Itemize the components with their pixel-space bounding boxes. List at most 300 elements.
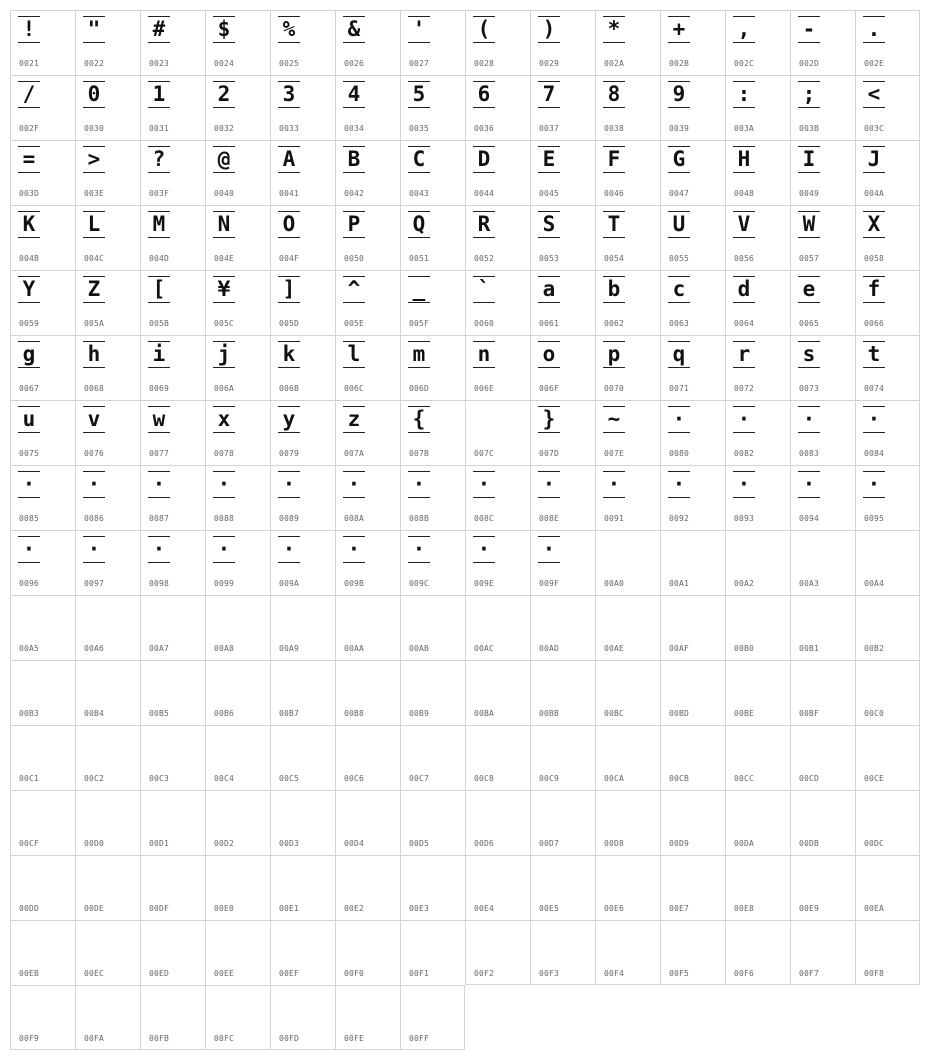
glyph-cell [530, 400, 595, 465]
glyph-cell [530, 270, 595, 335]
baseline-guide-line [603, 107, 625, 108]
baseline-guide-line [408, 367, 430, 368]
glyph-cell [790, 725, 855, 790]
glyph-sample: · [22, 472, 36, 496]
unicode-code-label: 002D [799, 59, 820, 68]
glyph-cell [725, 855, 790, 920]
unicode-code-label: 00D4 [344, 839, 365, 848]
baseline-guide-line [213, 562, 235, 563]
glyph-sample: · [542, 472, 556, 496]
glyph-sample: L [87, 212, 101, 236]
glyph-sample: · [217, 537, 231, 561]
glyph-cell [270, 335, 335, 400]
unicode-code-label: 00A4 [864, 579, 885, 588]
baseline-guide-line [863, 302, 885, 303]
glyph-sample: · [347, 472, 361, 496]
unicode-code-label: 00CA [604, 774, 625, 783]
glyph-cell [75, 985, 140, 1050]
glyph-cell [790, 855, 855, 920]
glyph-sample: / [22, 82, 36, 106]
unicode-code-label: 0064 [734, 319, 755, 328]
unicode-code-label: 007E [604, 449, 625, 458]
baseline-guide-line [408, 432, 430, 433]
baseline-guide-line [733, 432, 755, 433]
baseline-guide-line [863, 497, 885, 498]
glyph-cell [855, 530, 920, 595]
glyph-sample: C [412, 147, 426, 171]
glyph-cell [790, 75, 855, 140]
glyph-cell [595, 270, 660, 335]
baseline-guide-line [408, 497, 430, 498]
baseline-guide-line [18, 562, 40, 563]
glyph-cell [205, 790, 270, 855]
unicode-code-label: 00D3 [279, 839, 300, 848]
glyph-cell [400, 335, 465, 400]
unicode-code-label: 0031 [149, 124, 170, 133]
glyph-sample: · [672, 407, 686, 431]
unicode-code-label: 00F8 [864, 969, 885, 978]
unicode-code-label: 00EF [279, 969, 300, 978]
unicode-code-label: 00AF [669, 644, 690, 653]
glyph-cell [270, 985, 335, 1050]
unicode-code-label: 00E8 [734, 904, 755, 913]
glyph-cell [660, 75, 725, 140]
glyph-cell [855, 790, 920, 855]
unicode-code-label: 00AD [539, 644, 560, 653]
glyph-cell [530, 465, 595, 530]
unicode-code-label: 0044 [474, 189, 495, 198]
glyph-sample: D [477, 147, 491, 171]
unicode-code-label: 0066 [864, 319, 885, 328]
glyph-cell [530, 530, 595, 595]
glyph-cell [660, 335, 725, 400]
glyph-sample: < [867, 82, 881, 106]
glyph-sample: R [477, 212, 491, 236]
baseline-guide-line [798, 302, 820, 303]
glyph-sample: · [477, 537, 491, 561]
baseline-guide-line [408, 237, 430, 238]
unicode-code-label: 0070 [604, 384, 625, 393]
glyph-cell [75, 335, 140, 400]
unicode-code-label: 00EA [864, 904, 885, 913]
baseline-guide-line [668, 107, 690, 108]
glyph-sample: · [542, 537, 556, 561]
glyph-cell [140, 335, 205, 400]
unicode-code-label: 00C9 [539, 774, 560, 783]
unicode-code-label: 00A2 [734, 579, 755, 588]
glyph-sample: Z [87, 277, 101, 301]
unicode-code-label: 00B8 [344, 709, 365, 718]
unicode-code-label: 006A [214, 384, 235, 393]
glyph-cell [790, 140, 855, 205]
glyph-sample: , [737, 17, 751, 41]
glyph-cell [725, 595, 790, 660]
glyph-cell [140, 985, 205, 1050]
glyph-cell [75, 400, 140, 465]
unicode-code-label: 00FB [149, 1034, 170, 1043]
glyph-sample: v [87, 407, 101, 431]
glyph-cell [140, 465, 205, 530]
glyph-sample: · [672, 472, 686, 496]
baseline-guide-line [148, 432, 170, 433]
unicode-code-label: 0039 [669, 124, 690, 133]
glyph-sample: _ [412, 277, 426, 301]
unicode-code-label: 0051 [409, 254, 430, 263]
baseline-guide-line [18, 172, 40, 173]
glyph-cell [725, 465, 790, 530]
glyph-sample: i [152, 342, 166, 366]
glyph-sample: P [347, 212, 361, 236]
baseline-guide-line [538, 237, 560, 238]
unicode-code-label: 005D [279, 319, 300, 328]
baseline-guide-line [343, 562, 365, 563]
unicode-code-label: 004B [19, 254, 40, 263]
unicode-code-label: 006D [409, 384, 430, 393]
unicode-code-label: 002A [604, 59, 625, 68]
unicode-code-label: 008C [474, 514, 495, 523]
unicode-code-label: 006C [344, 384, 365, 393]
baseline-guide-line [343, 302, 365, 303]
unicode-code-label: 003D [19, 189, 40, 198]
glyph-cell [205, 660, 270, 725]
unicode-code-label: 008A [344, 514, 365, 523]
baseline-guide-line [213, 42, 235, 43]
glyph-cell [595, 205, 660, 270]
glyph-cell [725, 920, 790, 985]
baseline-guide-line [213, 172, 235, 173]
glyph-cell [465, 855, 530, 920]
glyph-cell [335, 465, 400, 530]
baseline-guide-line [408, 302, 430, 303]
unicode-code-label: 00C7 [409, 774, 430, 783]
unicode-code-label: 0099 [214, 579, 235, 588]
unicode-code-label: 0032 [214, 124, 235, 133]
unicode-code-label: 00CB [669, 774, 690, 783]
baseline-guide-line [278, 367, 300, 368]
glyph-cell [270, 140, 335, 205]
unicode-code-label: 00B5 [149, 709, 170, 718]
baseline-guide-line [798, 367, 820, 368]
unicode-code-label: 00DE [84, 904, 105, 913]
glyph-cell [400, 465, 465, 530]
glyph-cell [205, 920, 270, 985]
glyph-sample: · [87, 472, 101, 496]
baseline-guide-line [668, 42, 690, 43]
glyph-cell [400, 10, 465, 75]
unicode-code-label: 00A1 [669, 579, 690, 588]
baseline-guide-line [733, 42, 755, 43]
unicode-code-label: 00F5 [669, 969, 690, 978]
glyph-cell [205, 140, 270, 205]
glyph-sample: ¥ [217, 277, 231, 301]
unicode-code-label: 0037 [539, 124, 560, 133]
glyph-cell [270, 855, 335, 920]
unicode-code-label: 00EC [84, 969, 105, 978]
glyph-cell [335, 400, 400, 465]
glyph-cell [75, 855, 140, 920]
glyph-cell [855, 920, 920, 985]
glyph-cell [595, 400, 660, 465]
glyph-cell [205, 75, 270, 140]
glyph-sample: g [22, 342, 36, 366]
baseline-guide-line [798, 42, 820, 43]
unicode-code-label: 0043 [409, 189, 430, 198]
glyph-cell [140, 270, 205, 335]
glyph-sample: G [672, 147, 686, 171]
glyph-sample: . [867, 17, 881, 41]
glyph-cell [725, 725, 790, 790]
glyph-sample: # [152, 17, 166, 41]
unicode-code-label: 00E0 [214, 904, 235, 913]
glyph-sample: T [607, 212, 621, 236]
unicode-code-label: 0068 [84, 384, 105, 393]
unicode-code-label: 0098 [149, 579, 170, 588]
unicode-code-label: 0035 [409, 124, 430, 133]
glyph-sample: B [347, 147, 361, 171]
baseline-guide-line [343, 497, 365, 498]
glyph-cell [400, 400, 465, 465]
unicode-code-label: 0027 [409, 59, 430, 68]
baseline-guide-line [148, 562, 170, 563]
glyph-cell [660, 855, 725, 920]
baseline-guide-line [538, 42, 560, 43]
baseline-guide-line [408, 42, 430, 43]
baseline-guide-line [148, 367, 170, 368]
baseline-guide-line [18, 107, 40, 108]
unicode-code-label: 0062 [604, 319, 625, 328]
unicode-code-label: 00C3 [149, 774, 170, 783]
glyph-cell [465, 595, 530, 660]
glyph-sample: f [867, 277, 881, 301]
unicode-code-label: 0045 [539, 189, 560, 198]
unicode-code-label: 00D9 [669, 839, 690, 848]
glyph-cell [530, 725, 595, 790]
unicode-code-label: 00FA [84, 1034, 105, 1043]
glyph-cell [530, 920, 595, 985]
glyph-cell [205, 985, 270, 1050]
unicode-code-label: 0082 [734, 449, 755, 458]
unicode-code-label: 00FC [214, 1034, 235, 1043]
baseline-guide-line [733, 497, 755, 498]
unicode-code-label: 0054 [604, 254, 625, 263]
baseline-guide-line [343, 432, 365, 433]
unicode-code-label: 0061 [539, 319, 560, 328]
glyph-sample: 4 [347, 82, 361, 106]
glyph-cell [140, 400, 205, 465]
glyph-cell [465, 660, 530, 725]
glyph-sample: O [282, 212, 296, 236]
baseline-guide-line [538, 107, 560, 108]
baseline-guide-line [733, 367, 755, 368]
baseline-guide-line [278, 42, 300, 43]
glyph-cell [530, 790, 595, 855]
unicode-code-label: 00D5 [409, 839, 430, 848]
glyph-sample: · [737, 472, 751, 496]
glyph-cell [270, 465, 335, 530]
glyph-cell [530, 205, 595, 270]
unicode-code-label: 00B1 [799, 644, 820, 653]
unicode-code-label: 00BE [734, 709, 755, 718]
glyph-cell [335, 660, 400, 725]
baseline-guide-line [343, 107, 365, 108]
glyph-sample: > [87, 147, 101, 171]
glyph-sample: ~ [607, 407, 621, 431]
unicode-code-label: 008E [539, 514, 560, 523]
unicode-code-label: 00C0 [864, 709, 885, 718]
glyph-cell [205, 465, 270, 530]
unicode-code-label: 00C2 [84, 774, 105, 783]
glyph-sample: Y [22, 277, 36, 301]
glyph-cell [725, 790, 790, 855]
baseline-guide-line [538, 172, 560, 173]
glyph-sample: @ [217, 147, 231, 171]
unicode-code-label: 00FD [279, 1034, 300, 1043]
glyph-cell [270, 595, 335, 660]
unicode-code-label: 002E [864, 59, 885, 68]
glyph-sample: r [737, 342, 751, 366]
glyph-cell [855, 10, 920, 75]
baseline-guide-line [603, 42, 625, 43]
unicode-code-label: 0092 [669, 514, 690, 523]
unicode-code-label: 005B [149, 319, 170, 328]
unicode-code-label: 0073 [799, 384, 820, 393]
unicode-code-label: 0072 [734, 384, 755, 393]
glyph-cell [660, 920, 725, 985]
glyph-cell [10, 140, 75, 205]
glyph-sample: k [282, 342, 296, 366]
unicode-code-label: 0076 [84, 449, 105, 458]
baseline-guide-line [538, 302, 560, 303]
baseline-guide-line [733, 237, 755, 238]
unicode-code-label: 00D7 [539, 839, 560, 848]
glyph-cell [465, 790, 530, 855]
baseline-guide-line [213, 432, 235, 433]
glyph-sample: 7 [542, 82, 556, 106]
baseline-guide-line [603, 497, 625, 498]
glyph-cell [465, 10, 530, 75]
baseline-guide-line [213, 497, 235, 498]
glyph-cell [790, 660, 855, 725]
baseline-guide-line [343, 42, 365, 43]
glyph-cell [140, 530, 205, 595]
glyph-cell [790, 790, 855, 855]
unicode-code-label: 0036 [474, 124, 495, 133]
glyph-cell [400, 660, 465, 725]
glyph-cell [660, 400, 725, 465]
glyph-cell [465, 920, 530, 985]
glyph-sample: b [607, 277, 621, 301]
glyph-sample: n [477, 342, 491, 366]
glyph-sample: ) [542, 17, 556, 41]
glyph-sample: ? [152, 147, 166, 171]
unicode-code-label: 00EE [214, 969, 235, 978]
unicode-code-label: 00FF [409, 1034, 430, 1043]
baseline-guide-line [343, 237, 365, 238]
unicode-code-label: 0028 [474, 59, 495, 68]
unicode-code-label: 00A8 [214, 644, 235, 653]
unicode-code-label: 0047 [669, 189, 690, 198]
unicode-code-label: 006B [279, 384, 300, 393]
baseline-guide-line [538, 367, 560, 368]
unicode-code-label: 00DB [799, 839, 820, 848]
glyph-cell [595, 10, 660, 75]
baseline-guide-line [278, 562, 300, 563]
unicode-code-label: 0048 [734, 189, 755, 198]
unicode-code-label: 0075 [19, 449, 40, 458]
unicode-code-label: 00E2 [344, 904, 365, 913]
unicode-code-label: 00C4 [214, 774, 235, 783]
unicode-code-label: 009A [279, 579, 300, 588]
glyph-cell [400, 595, 465, 660]
unicode-code-label: 0059 [19, 319, 40, 328]
character-map-grid [10, 10, 920, 1050]
glyph-cell [140, 920, 205, 985]
baseline-guide-line [148, 107, 170, 108]
unicode-code-label: 0030 [84, 124, 105, 133]
unicode-code-label: 00CF [19, 839, 40, 848]
glyph-cell [725, 75, 790, 140]
glyph-cell [140, 10, 205, 75]
glyph-sample: a [542, 277, 556, 301]
glyph-cell [790, 270, 855, 335]
glyph-cell [75, 790, 140, 855]
glyph-cell [270, 530, 335, 595]
glyph-sample: · [152, 472, 166, 496]
unicode-code-label: 007B [409, 449, 430, 458]
glyph-sample: ] [282, 277, 296, 301]
glyph-sample: c [672, 277, 686, 301]
glyph-cell [140, 855, 205, 920]
glyph-sample: · [802, 407, 816, 431]
unicode-code-label: 004E [214, 254, 235, 263]
glyph-sample: · [412, 472, 426, 496]
glyph-cell [335, 270, 400, 335]
glyph-cell [725, 335, 790, 400]
glyph-sample: 1 [152, 82, 166, 106]
glyph-cell [725, 270, 790, 335]
glyph-cell [530, 660, 595, 725]
unicode-code-label: 00B9 [409, 709, 430, 718]
glyph-cell [790, 595, 855, 660]
baseline-guide-line [83, 367, 105, 368]
glyph-sample: u [22, 407, 36, 431]
glyph-cell [855, 270, 920, 335]
glyph-cell [595, 530, 660, 595]
glyph-sample: M [152, 212, 166, 236]
unicode-code-label: 0038 [604, 124, 625, 133]
baseline-guide-line [83, 432, 105, 433]
unicode-code-label: 0049 [799, 189, 820, 198]
glyph-sample: " [87, 17, 101, 41]
unicode-code-label: 00EB [19, 969, 40, 978]
unicode-code-label: 002C [734, 59, 755, 68]
unicode-code-label: 00E3 [409, 904, 430, 913]
baseline-guide-line [278, 302, 300, 303]
baseline-guide-line [343, 367, 365, 368]
unicode-code-label: 00B2 [864, 644, 885, 653]
baseline-guide-line [538, 497, 560, 498]
glyph-sample: j [217, 342, 231, 366]
glyph-cell [75, 465, 140, 530]
unicode-code-label: 00C5 [279, 774, 300, 783]
unicode-code-label: 00AA [344, 644, 365, 653]
glyph-cell [660, 790, 725, 855]
glyph-cell [205, 400, 270, 465]
unicode-code-label: 00CE [864, 774, 885, 783]
glyph-sample: 6 [477, 82, 491, 106]
unicode-code-label: 00E1 [279, 904, 300, 913]
glyph-cell [75, 10, 140, 75]
